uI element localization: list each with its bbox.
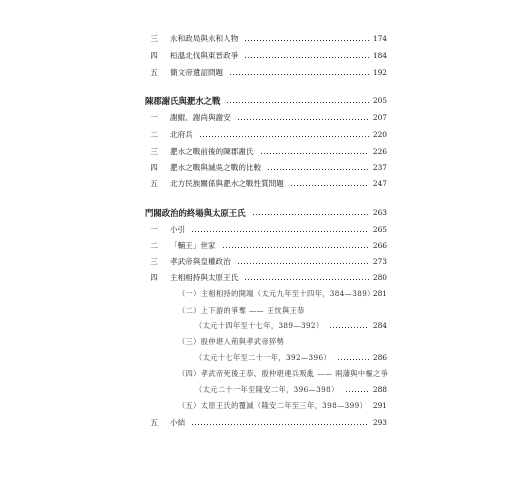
page-number: 192: [372, 68, 387, 77]
page-number: 237: [372, 163, 387, 172]
page-number: 293: [372, 418, 387, 427]
dot-leader: [329, 327, 368, 328]
entry-number: 三: [150, 257, 158, 266]
entry-title: 永和政局與永和人物: [170, 34, 239, 43]
toc-subentry[interactable]: [0, 304, 520, 318]
dot-leader: [345, 391, 369, 392]
page-number: 286: [372, 353, 387, 362]
page-number: 291: [372, 401, 387, 410]
entry-number: 三: [150, 34, 158, 43]
entry-title: 北方民族關係與淝水之戰性質問題: [170, 179, 284, 188]
page-number: 247: [372, 179, 387, 188]
toc-subentry[interactable]: [0, 367, 520, 381]
toc-entry[interactable]: [0, 111, 520, 125]
toc-entry[interactable]: [0, 49, 520, 63]
entry-title: 「輔王」世家: [170, 241, 216, 250]
page-number: 284: [372, 321, 387, 330]
toc-entry[interactable]: [0, 66, 520, 80]
entry-title: 北府兵: [170, 130, 193, 139]
entry-title: 淝水之戰前後的陳郡謝氏: [170, 147, 254, 156]
toc-entry[interactable]: [0, 32, 520, 46]
toc-entry[interactable]: [0, 271, 520, 285]
dot-leader: [252, 214, 369, 215]
page-number: 184: [372, 51, 387, 60]
entry-title: 孝武帝與皇權政治: [170, 257, 231, 266]
entry-number: 一: [150, 225, 158, 234]
page-number: 288: [372, 385, 387, 394]
page-number: 207: [372, 113, 387, 122]
entry-number: 一: [150, 113, 158, 122]
toc-entry[interactable]: [0, 177, 520, 191]
entry-title: （一）主相相持的開端（太元九年至十四年，384—389）: [178, 289, 375, 298]
page-number: 220: [372, 130, 387, 139]
toc-entry[interactable]: [0, 223, 520, 237]
dot-leader: [260, 153, 369, 154]
dot-leader: [237, 119, 369, 120]
entry-title: （五）太原王氏的覆滅（隆安二年至三年，398—399）: [178, 401, 368, 410]
page-number: 205: [372, 96, 387, 105]
dot-leader: [337, 359, 369, 360]
entry-number: 三: [150, 147, 158, 156]
entry-title: 小結: [170, 418, 186, 427]
toc-entry[interactable]: [0, 416, 520, 430]
dot-leader: [229, 74, 369, 75]
toc-subentry[interactable]: [0, 335, 520, 349]
toc-subentry[interactable]: [0, 351, 520, 365]
toc-chapter[interactable]: [0, 94, 520, 108]
page-number: 281: [372, 289, 387, 298]
entry-title: 陳郡謝氏與淝水之戰: [145, 96, 221, 106]
entry-number: 五: [150, 68, 158, 77]
toc-entry[interactable]: [0, 145, 520, 159]
entry-title: （太元十七年至二十一年，392—396）: [195, 353, 332, 362]
entry-number: 五: [150, 179, 158, 188]
page-number: 280: [372, 273, 387, 282]
toc-subentry[interactable]: [0, 287, 520, 301]
dot-leader: [191, 231, 369, 232]
entry-number: 四: [150, 163, 158, 172]
toc-entry[interactable]: [0, 128, 520, 142]
page-number: 226: [372, 147, 387, 156]
dot-leader: [244, 279, 369, 280]
toc-entry[interactable]: [0, 255, 520, 269]
entry-title: 桓溫北伐與東晉政爭: [170, 51, 239, 60]
entry-title: （二）上下游的爭奪 —— 王忱與王恭: [178, 306, 305, 315]
toc-subentry[interactable]: [0, 319, 520, 333]
page-number: 265: [372, 225, 387, 234]
entry-title: （太元二十一年至隆安二年，396—398）: [195, 385, 339, 394]
entry-title: （四）孝武帝死後王恭、殷仲堪連兵叛亂 —— 兩藩與中樞之爭: [178, 369, 389, 378]
toc-entry[interactable]: [0, 161, 520, 175]
toc-subentry[interactable]: [0, 399, 520, 413]
dot-leader: [226, 102, 369, 103]
entry-title: 簡文帝遺詔問題: [170, 68, 224, 77]
dot-leader: [191, 424, 369, 425]
dot-leader: [267, 169, 369, 170]
entry-title: （太元十四年至十七年，389—392）: [195, 321, 324, 330]
entry-title: 淝水之戰與滅吳之戰的比較: [170, 163, 262, 172]
toc-entry[interactable]: [0, 239, 520, 253]
dot-leader: [244, 40, 369, 41]
page-number: 263: [372, 208, 387, 217]
entry-title: （三）殷仲堪入荊與孝武帝猝勢: [178, 337, 285, 346]
entry-title: 小引: [170, 225, 186, 234]
dot-leader: [222, 247, 369, 248]
page-number: 266: [372, 241, 387, 250]
page-number: 273: [372, 257, 387, 266]
dot-leader: [244, 57, 369, 58]
entry-number: 五: [150, 418, 158, 427]
entry-title: 主相相持與太原王氏: [170, 273, 239, 282]
page-number: 174: [372, 34, 387, 43]
dot-leader: [199, 136, 369, 137]
entry-title: 門閥政治的終場與太原王氏: [145, 208, 246, 218]
entry-number: 四: [150, 51, 158, 60]
dot-leader: [290, 185, 369, 186]
dot-leader: [237, 263, 369, 264]
entry-title: 謝鯤、謝尚與謝安: [170, 113, 231, 122]
entry-number: 二: [150, 130, 158, 139]
toc-chapter[interactable]: [0, 206, 520, 220]
toc-subentry[interactable]: [0, 383, 520, 397]
entry-number: 二: [150, 241, 158, 250]
entry-number: 四: [150, 273, 158, 282]
